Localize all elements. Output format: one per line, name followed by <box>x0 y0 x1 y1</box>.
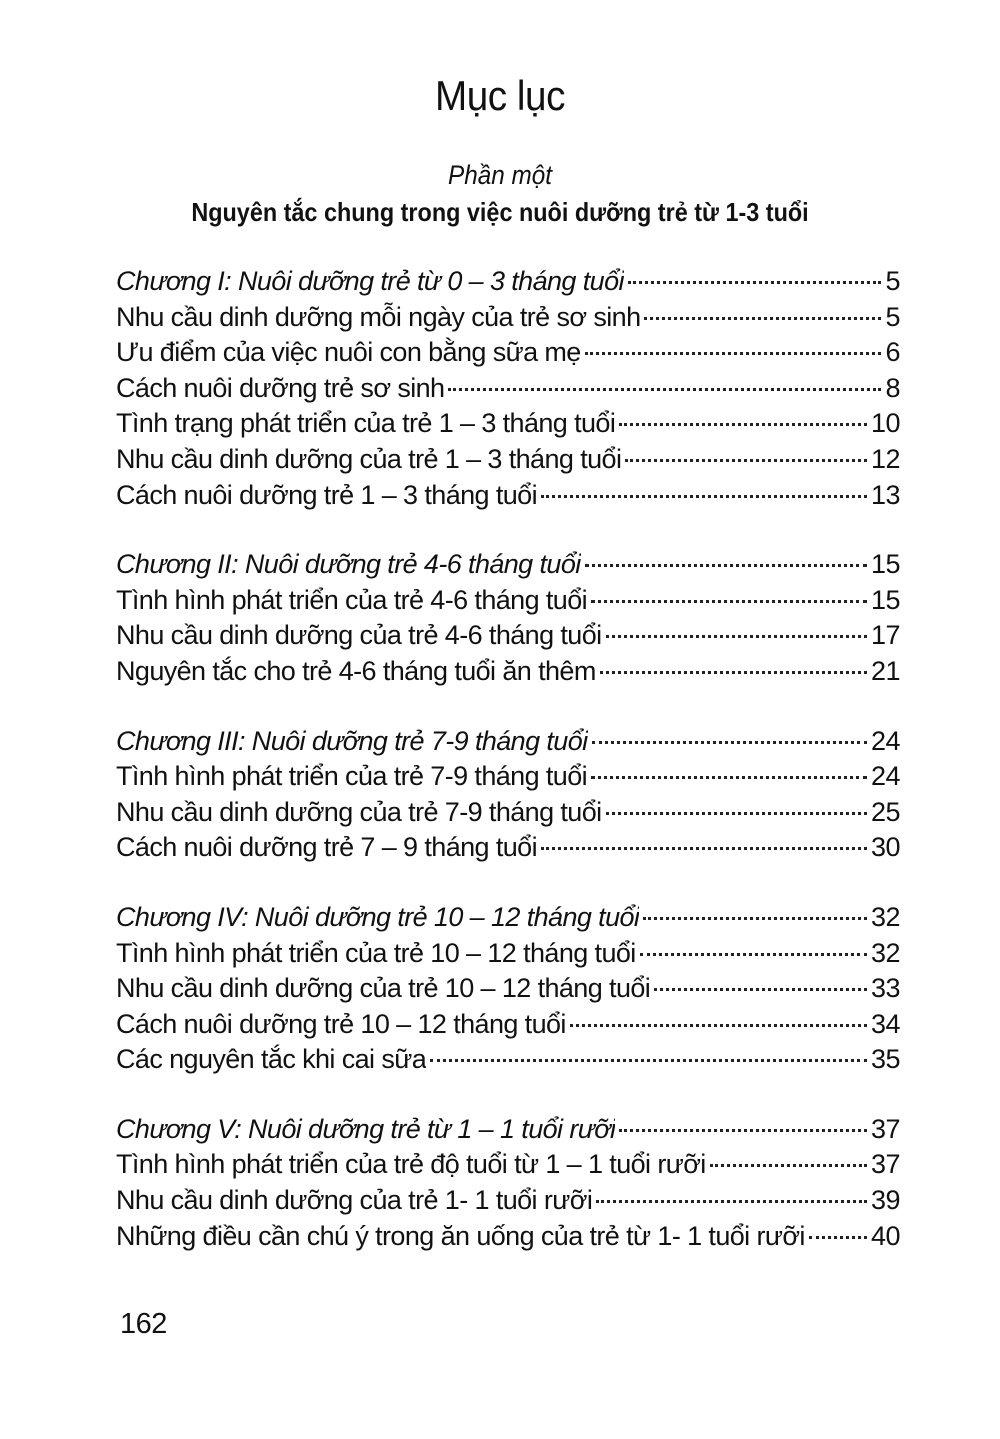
toc-entry <box>116 480 900 516</box>
dot-leader <box>591 600 867 603</box>
dot-leader <box>643 917 867 920</box>
table-of-contents <box>116 266 900 1290</box>
toc-section <box>116 266 900 515</box>
dot-leader <box>644 317 881 320</box>
dot-leader <box>585 564 867 567</box>
toc-chapter-label: Chương I: Nuôi dưỡng trẻ từ 0 – 3 tháng tuổi <box>116 266 624 296</box>
toc-entry <box>116 444 900 480</box>
toc-chapter-page: 37 <box>870 1113 900 1144</box>
dot-leader <box>606 635 867 638</box>
toc-entry-label: Nhu cầu dinh dưỡng mỗi ngày của trẻ sơ sinh <box>116 301 641 332</box>
toc-entry-page: 8 <box>885 372 900 403</box>
toc-entry-page: 34 <box>870 1008 900 1039</box>
page-title: Mục lục <box>435 72 565 119</box>
toc-entry-page: 21 <box>870 655 900 686</box>
toc-entry-label: Ưu điểm của việc nuôi con bằng sữa mẹ <box>116 337 581 368</box>
toc-chapter-page: 5 <box>885 266 900 296</box>
toc-entry-label: Cách nuôi dưỡng trẻ sơ sinh <box>116 372 445 403</box>
toc-entry-page: 12 <box>870 443 900 474</box>
dot-leader <box>628 281 882 284</box>
toc-entry-label: Tình trạng phát triển của trẻ 1 – 3 tháng tuổi <box>116 408 616 439</box>
toc-entry-label: Nhu cầu dinh dưỡng của trẻ 4-6 tháng tuổi <box>116 620 602 651</box>
part-title: Nguyên tắc chung trong việc nuôi dưỡng trẻ từ 1-3 tuổi <box>191 197 809 227</box>
dot-leader <box>541 495 867 498</box>
toc-entry <box>116 973 900 1009</box>
dot-leader <box>570 1024 867 1027</box>
toc-chapter <box>116 549 900 585</box>
dot-leader <box>541 847 867 850</box>
toc-entry-page: 25 <box>870 796 900 827</box>
toc-chapter-page: 24 <box>870 725 900 756</box>
toc-entry-label: Các nguyên tắc khi cai sữa <box>116 1044 427 1075</box>
toc-entry-page: 6 <box>885 337 900 368</box>
dot-leader <box>448 388 881 391</box>
toc-section <box>116 549 900 691</box>
toc-entry-label: Tình hình phát triển của trẻ 4-6 tháng tuổi <box>116 584 588 615</box>
toc-entry-page: 33 <box>870 973 900 1004</box>
dot-leader <box>654 988 867 991</box>
toc-entry <box>116 337 900 373</box>
toc-section <box>116 1114 900 1256</box>
toc-entry-page: 40 <box>870 1220 900 1251</box>
dot-leader <box>596 1200 867 1203</box>
toc-entry-page: 13 <box>870 479 900 510</box>
toc-entry-page: 24 <box>870 761 900 792</box>
dot-leader <box>430 1059 867 1062</box>
toc-entry-label: Nhu cầu dinh dưỡng của trẻ 1- 1 tuổi rưỡi <box>116 1185 593 1216</box>
toc-entry <box>116 585 900 621</box>
toc-chapter <box>116 1114 900 1150</box>
toc-chapter-label: Chương II: Nuôi dưỡng trẻ 4-6 tháng tuổi <box>116 549 581 580</box>
toc-entry <box>116 761 900 797</box>
toc-entry-page: 32 <box>870 937 900 968</box>
toc-entry-page: 39 <box>870 1185 900 1216</box>
toc-entry <box>116 832 900 868</box>
toc-entry <box>116 797 900 833</box>
dot-leader <box>809 1236 867 1239</box>
toc-chapter <box>116 266 900 302</box>
toc-entry-page: 15 <box>870 584 900 615</box>
dot-leader <box>710 1164 867 1167</box>
toc-entry-label: Những điều cần chú ý trong ăn uống của trẻ từ 1- 1 tuổi rưỡi <box>116 1220 805 1251</box>
toc-entry <box>116 373 900 409</box>
toc-entry <box>116 1149 900 1185</box>
toc-entry-label: Nhu cầu dinh dưỡng của trẻ 10 – 12 tháng tuổi <box>116 973 651 1004</box>
toc-section <box>116 902 900 1080</box>
toc-chapter <box>116 726 900 762</box>
dot-leader <box>619 1129 867 1132</box>
toc-entry <box>116 408 900 444</box>
toc-entry <box>116 620 900 656</box>
toc-entry-label: Tình hình phát triển của trẻ độ tuổi từ 1 – 1 tuổi rưỡi <box>116 1149 706 1180</box>
toc-chapter-page: 15 <box>870 549 900 580</box>
dot-leader <box>585 352 882 355</box>
part-label: Phần một <box>447 160 553 190</box>
toc-entry-page: 5 <box>885 301 900 332</box>
toc-chapter-label: Chương III: Nuôi dưỡng trẻ 7-9 tháng tuổi <box>116 725 588 756</box>
toc-entry-page: 30 <box>870 832 900 863</box>
toc-chapter-page: 32 <box>870 901 900 932</box>
dot-leader <box>592 741 867 744</box>
toc-entry <box>116 938 900 974</box>
toc-entry-page: 37 <box>870 1149 900 1180</box>
toc-entry-label: Nguyên tắc cho trẻ 4-6 tháng tuổi ăn thêm <box>116 655 596 686</box>
dot-leader <box>591 776 867 779</box>
toc-entry-label: Cách nuôi dưỡng trẻ 7 – 9 tháng tuổi <box>116 832 537 863</box>
toc-entry-label: Tình hình phát triển của trẻ 10 – 12 tháng tuổi <box>116 937 636 968</box>
toc-entry-label: Nhu cầu dinh dưỡng của trẻ 7-9 tháng tuổi <box>116 796 602 827</box>
toc-section <box>116 726 900 868</box>
toc-entry-page: 17 <box>870 620 900 651</box>
dot-leader <box>600 671 867 674</box>
toc-entry-page: 35 <box>870 1044 900 1075</box>
dot-leader <box>619 423 867 426</box>
toc-entry-page: 10 <box>870 408 900 439</box>
toc-entry <box>116 302 900 338</box>
page-number: 162 <box>120 1308 167 1340</box>
dot-leader <box>606 812 867 815</box>
toc-entry-label: Cách nuôi dưỡng trẻ 10 – 12 tháng tuổi <box>116 1008 566 1039</box>
toc-entry-label: Cách nuôi dưỡng trẻ 1 – 3 tháng tuổi <box>116 479 537 510</box>
toc-chapter-label: Chương V: Nuôi dưỡng trẻ từ 1 – 1 tuổi rưỡi <box>116 1113 616 1144</box>
toc-entry <box>116 1044 900 1080</box>
toc-entry <box>116 1009 900 1045</box>
toc-entry <box>116 1221 900 1257</box>
toc-entry <box>116 1185 900 1221</box>
dot-leader <box>640 953 867 956</box>
toc-entry-label: Tình hình phát triển của trẻ 7-9 tháng tuổi <box>116 761 588 792</box>
toc-chapter-label: Chương IV: Nuôi dưỡng trẻ 10 – 12 tháng tuổi <box>116 901 640 932</box>
dot-leader <box>625 459 867 462</box>
toc-chapter <box>116 902 900 938</box>
toc-entry <box>116 656 900 692</box>
toc-entry-label: Nhu cầu dinh dưỡng của trẻ 1 – 3 tháng tuổi <box>116 443 622 474</box>
